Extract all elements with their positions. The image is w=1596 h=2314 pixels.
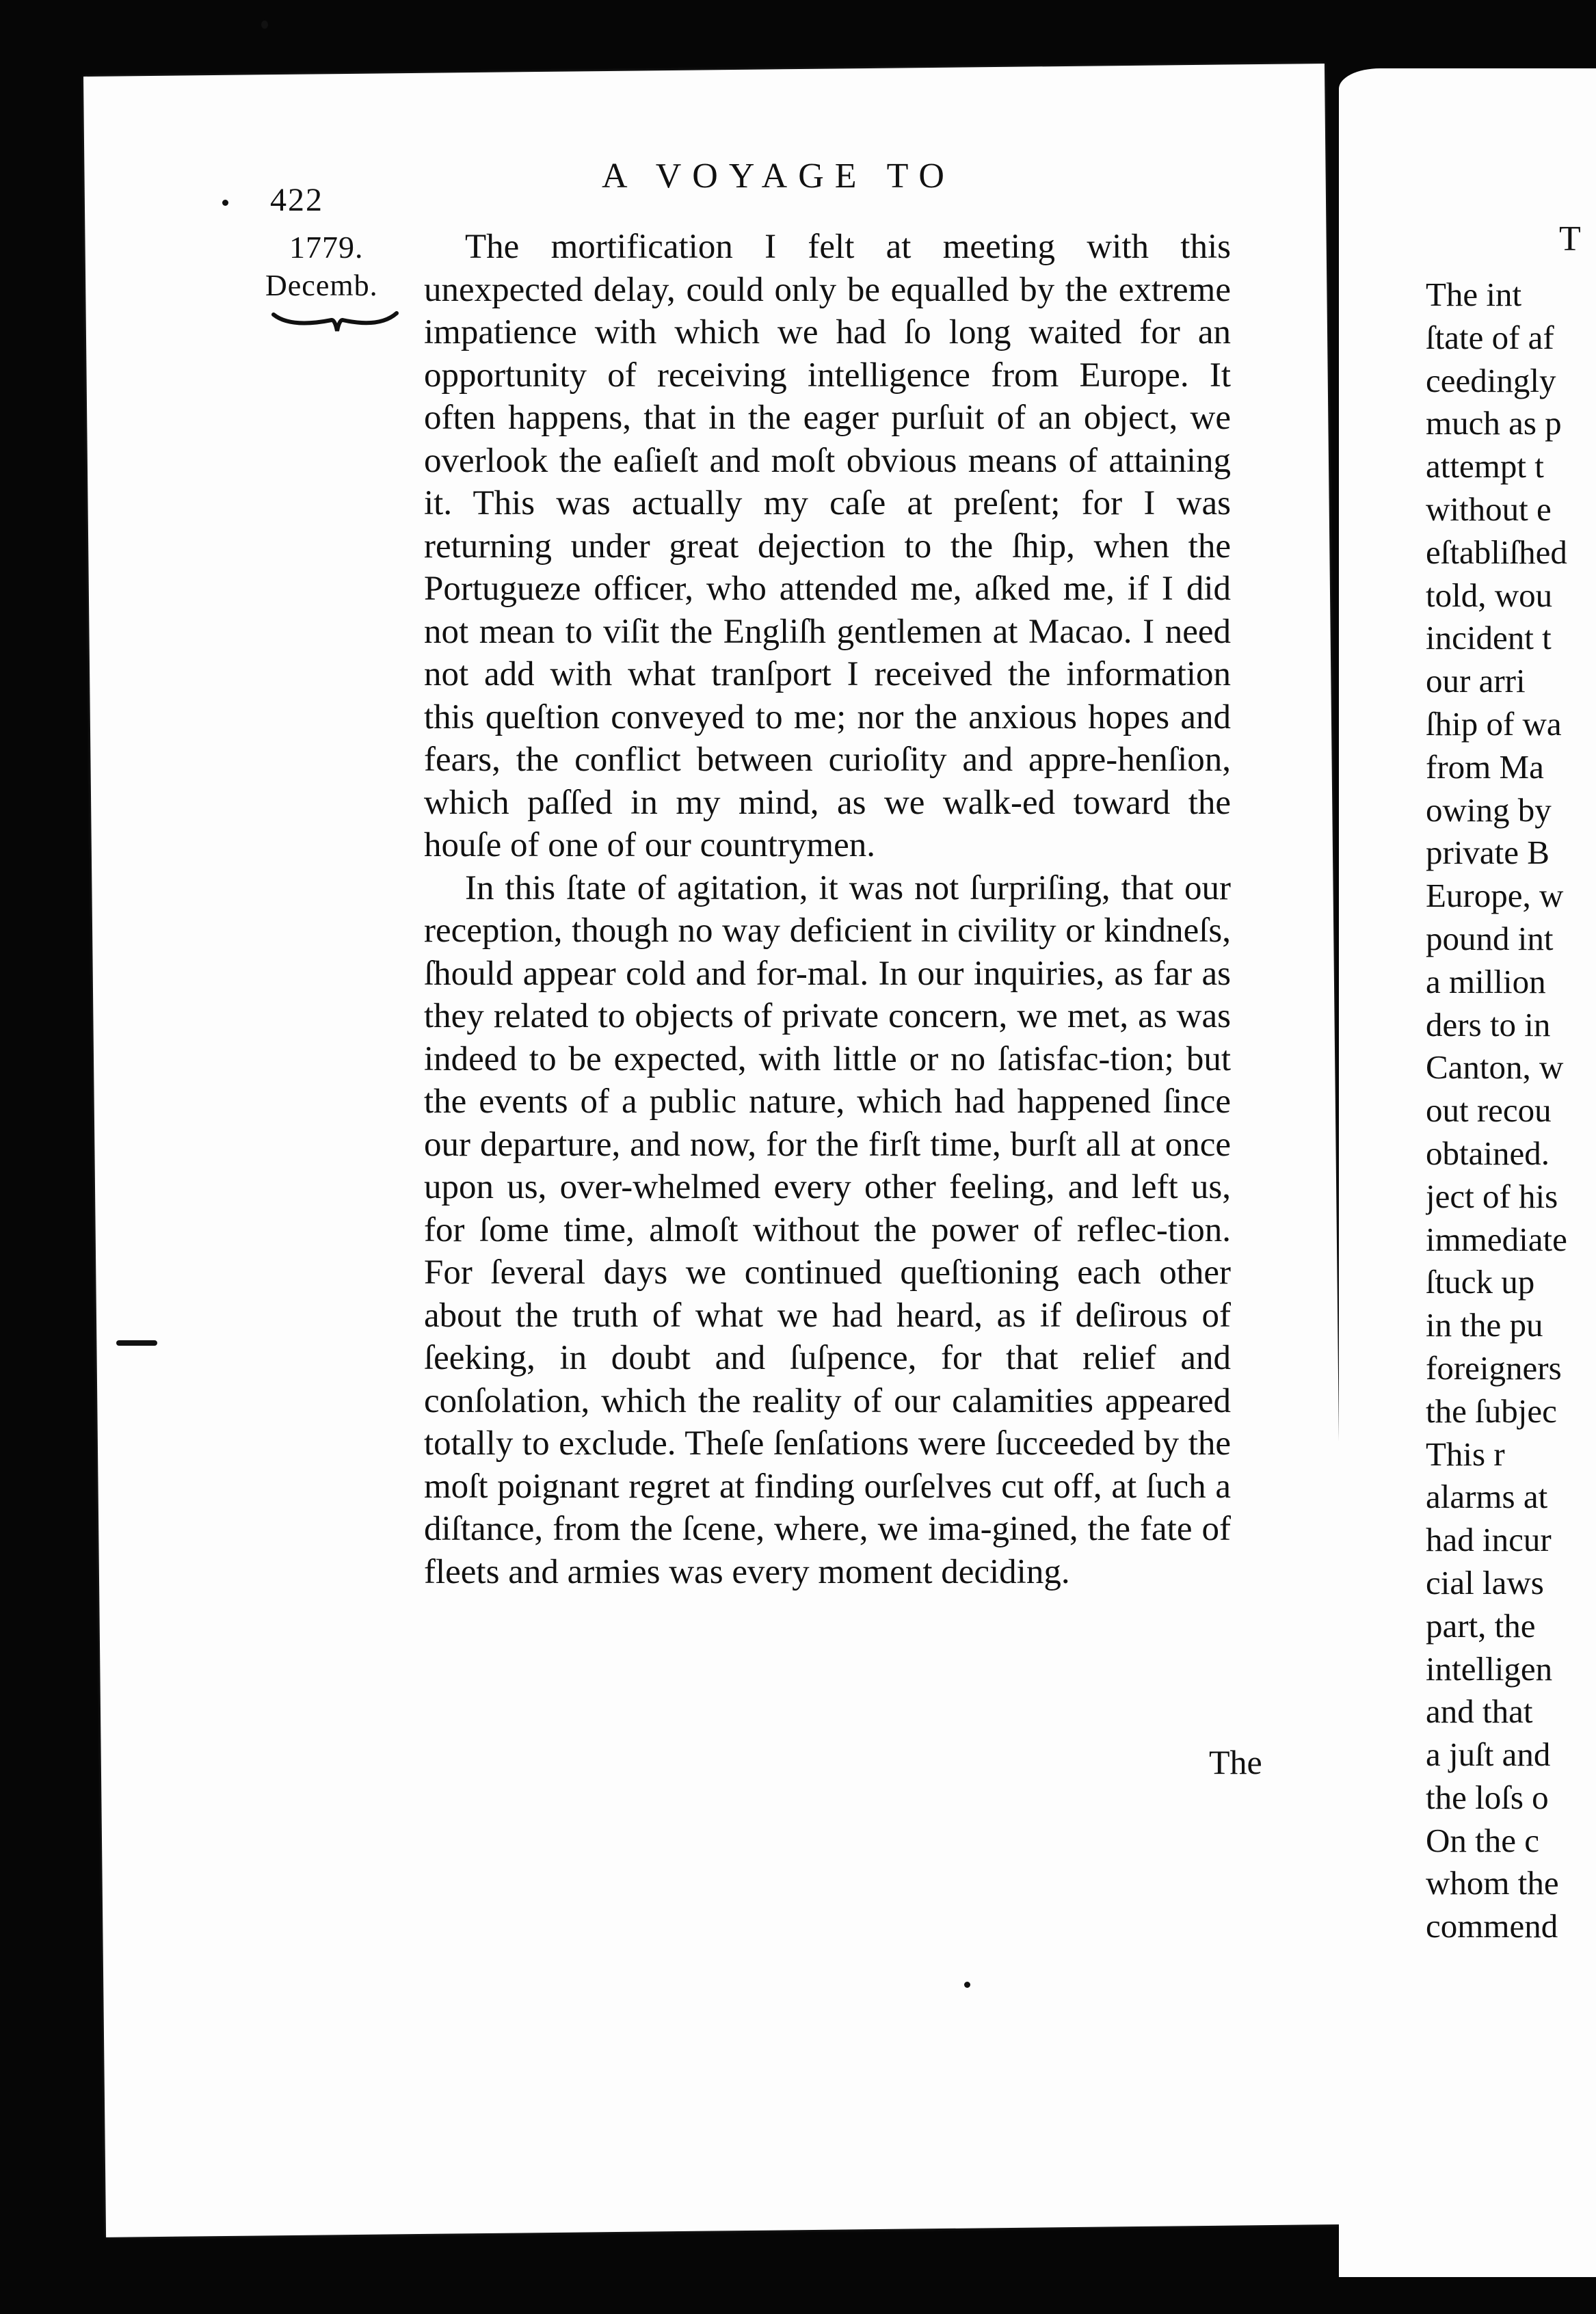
right-page-line: pound int — [1426, 919, 1554, 957]
right-page-line: ceedingly — [1426, 361, 1556, 399]
right-page-line: Europe, w — [1426, 877, 1564, 915]
scan-speck — [222, 200, 228, 206]
right-page-line: ſtate of af — [1426, 318, 1554, 356]
right-page-line: commend — [1426, 1907, 1558, 1945]
paragraph-1: The mortification I felt at meeting with this unexpected delay, could only be equalled by the extreme impatience with which we had ſo long waited for an opportunity of receiving intelligence from Europe. It often happens, that in the eager purſuit of an object, we overlook the eaſieſt and moſt obvious means of attaining it. This was actually my caſe at preſent; for I was returning under great dejection to the ſhip, when the Portugueze officer, who attended me, aſked me, if I did not mean to viſit the Engliſh gentlemen at Macao. I need not add with what tranſport I received the information this queſtion conveyed to me; nor the anxious hopes and fears, the conflict between curioſity and appre-henſion, which paſſed in my mind, as we walk-ed toward the houſe of one of our countrymen. — [424, 228, 1231, 864]
right-page-line: ject of his — [1426, 1177, 1558, 1215]
right-running-head-fragment: T — [1559, 220, 1581, 258]
right-page-line: part, the — [1426, 1606, 1536, 1645]
right-page-line: foreigners — [1426, 1348, 1562, 1387]
margin-brace-ornament — [270, 308, 400, 335]
right-page-text — [1426, 274, 1596, 1948]
right-page-line: obtained. — [1426, 1134, 1550, 1172]
right-page-line: ſtuck up — [1426, 1263, 1535, 1301]
running-head: A VOYAGE TO — [602, 157, 955, 196]
right-page-line: incident t — [1426, 619, 1552, 657]
scan-speck — [261, 21, 268, 29]
paragraph-2: In this ſtate of agitation, it was not ſurpriſing, that our reception, though no way deficient in civility or kindneſs, ſhould appear cold and for-mal. In our inquiries, as far as they related to objects of private concern, we met, as was indeed to be expected, with little or no ſatisfac-tion; but the events of a public nature, which had happened ſince our departure, and now, for the firſt time, burſt all at once upon us, over-whelmed every other feeling, and left us, for ſome time, almoſt without the power of reflec-tion. For ſeveral days we continued queſtioning each other about the truth of what we had heard, as if deſirous of ſeeking, in doubt and ſuſpence, for that relief and conſolation, which the reality of our calamities appeared totally to exclude. Theſe ſenſations were ſucceeded by the moſt poignant regret at finding ourſelves cut off, at ſuch a diſtance, from the ſcene, where, we ima-gined, the fate of fleets and armies was every moment deciding. — [424, 868, 1231, 1591]
right-page-line: in the pu — [1426, 1306, 1543, 1344]
catchword: The — [1209, 1743, 1262, 1781]
right-page-line: On the c — [1426, 1821, 1539, 1859]
right-page-line: ſhip of wa — [1426, 704, 1562, 743]
page-number: 422 — [270, 182, 323, 218]
right-page-line: attempt t — [1426, 447, 1544, 486]
right-page-line: eſtabliſhed — [1426, 533, 1567, 571]
right-page-line: This r — [1426, 1435, 1505, 1473]
right-page-line: intelligen — [1426, 1649, 1553, 1688]
right-page-line: owing by — [1426, 790, 1552, 829]
right-page-line: out recou — [1426, 1091, 1552, 1130]
margin-note-year: 1779. — [289, 230, 364, 265]
right-page-line: the ſubjec — [1426, 1392, 1557, 1430]
right-page-line: a million — [1426, 962, 1546, 1000]
right-page-line: a juſt and — [1426, 1736, 1551, 1774]
right-page-line: whom the — [1426, 1864, 1559, 1902]
right-page-line: had incur — [1426, 1521, 1552, 1559]
right-page-line: ders to in — [1426, 1005, 1551, 1043]
right-page-line: The int — [1426, 276, 1522, 313]
right-page-line: alarms at — [1426, 1478, 1548, 1516]
scan-speck — [964, 1982, 970, 1988]
right-page-line: cial laws — [1426, 1563, 1544, 1601]
right-page-line: and that — [1426, 1692, 1533, 1731]
right-page-line: from Ma — [1426, 747, 1544, 786]
right-page-line: private B — [1426, 834, 1550, 872]
right-page-line: much as p — [1426, 404, 1562, 442]
body-text — [424, 226, 1231, 1593]
right-page-line: told, wou — [1426, 576, 1553, 614]
margin-note-month: Decemb. — [265, 269, 378, 302]
right-page-line: immediate — [1426, 1220, 1567, 1258]
right-page-line: the loſs o — [1426, 1778, 1549, 1816]
right-page-line: without e — [1426, 490, 1552, 528]
scan-speck — [116, 1340, 157, 1346]
right-page-line: Canton, w — [1426, 1048, 1564, 1087]
right-page-line: our arri — [1426, 662, 1526, 700]
